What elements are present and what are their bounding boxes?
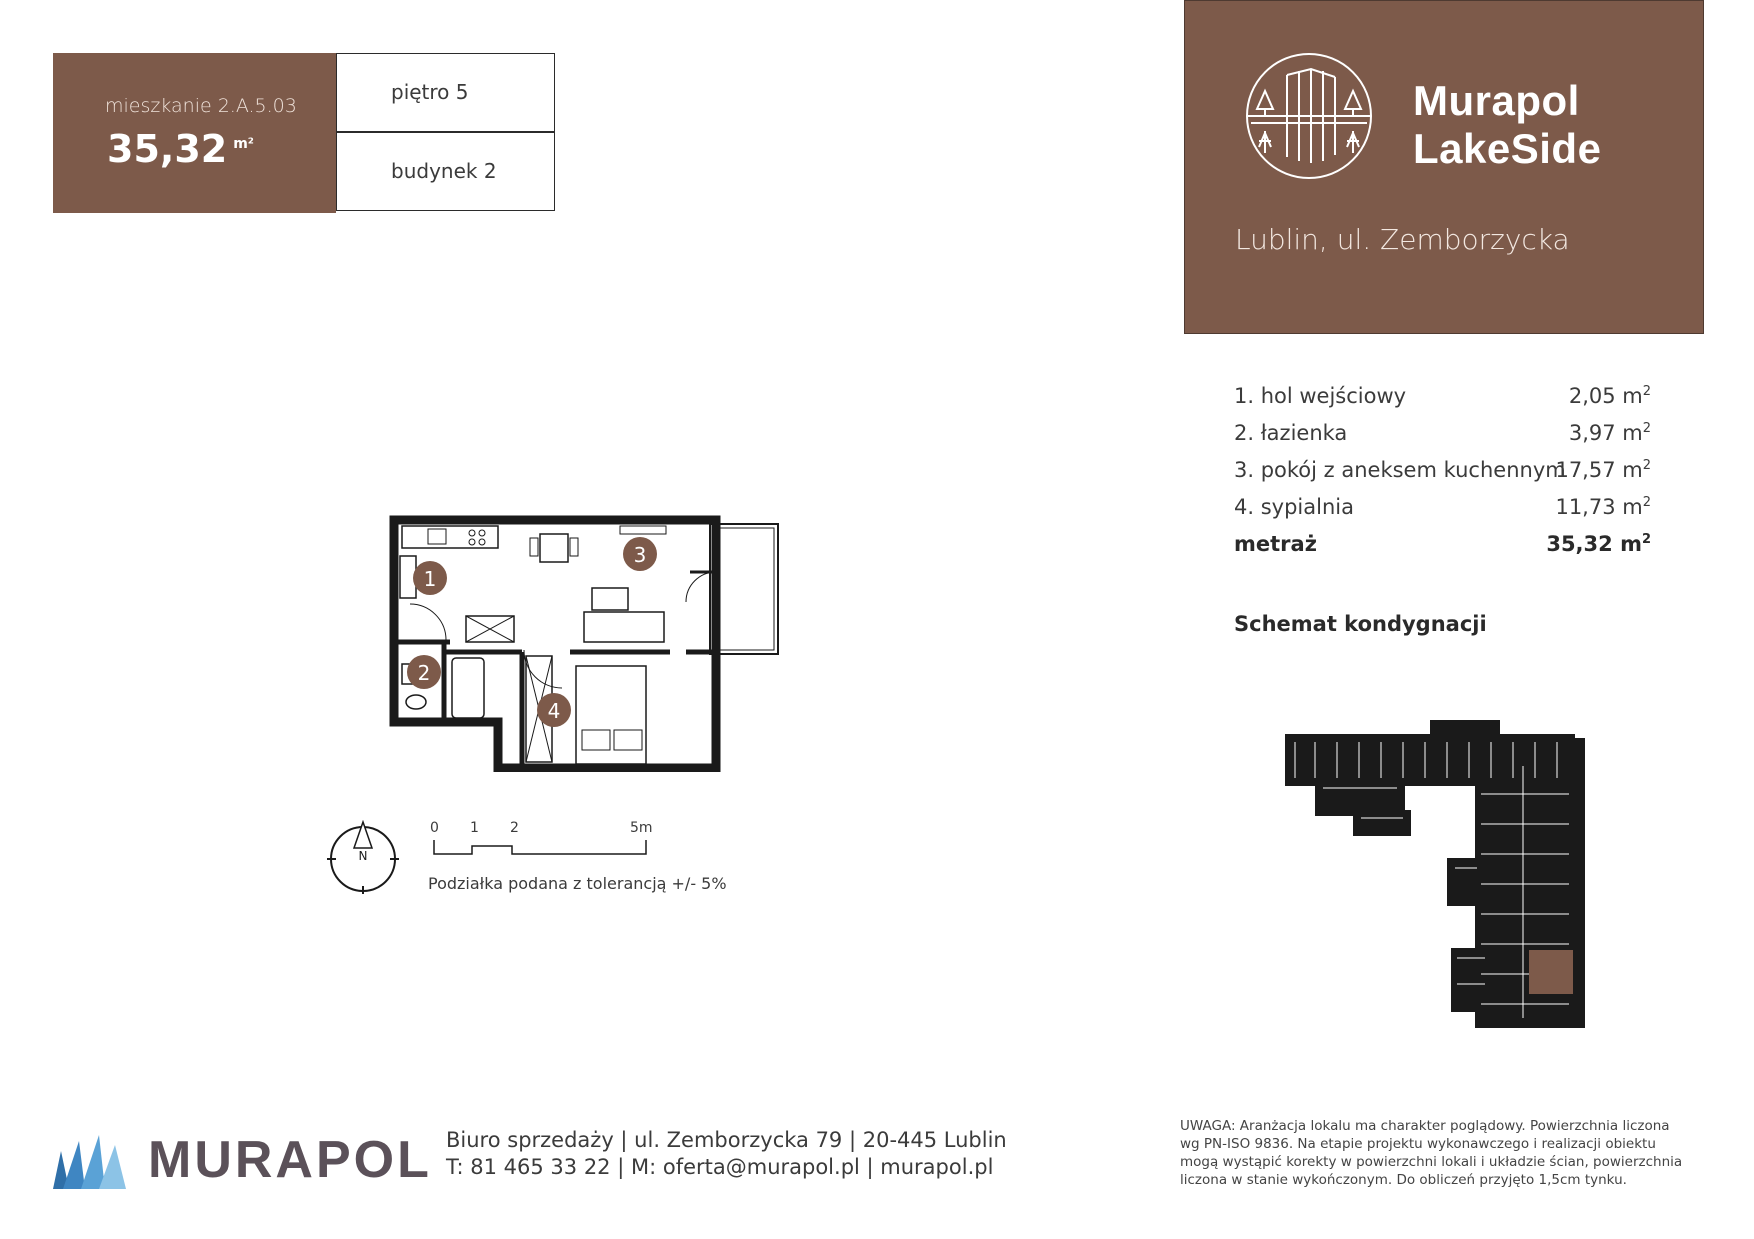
apartment-label: mieszkanie 2.A.5.03 (105, 95, 297, 117)
room-name: 3. pokój z aneksem kuchennym (1234, 458, 1566, 482)
svg-text:3: 3 (633, 543, 647, 567)
room-row (1234, 495, 1651, 527)
svg-text:5m: 5m (630, 820, 653, 836)
building-label: budynek 2 (391, 159, 497, 183)
room-marker-3 (623, 537, 657, 571)
svg-text:4: 4 (547, 699, 561, 723)
svg-text:2: 2 (510, 820, 519, 836)
contact-line-1: Biuro sprzedaży | ul. Zemborzycka 79 | 20-445 Lublin (446, 1128, 1007, 1152)
room-area: 2,05 $m^2$ (1568, 384, 1651, 408)
floor-cell (336, 53, 555, 132)
total-row (1234, 532, 1651, 564)
room-marker-4 (537, 693, 571, 727)
room-row (1234, 458, 1651, 490)
apartment-highlight (1529, 950, 1573, 994)
brand-name-line1: Murapol (1413, 77, 1580, 124)
floor-plan (380, 512, 800, 772)
total-label: metraż (1234, 532, 1317, 556)
scale-note: Podziałka podana z tolerancją +/- 5% (428, 874, 727, 893)
brand-name-line2: LakeSide (1413, 125, 1602, 172)
disclaimer-line: wg PN-ISO 9836. Na etapie projektu wykonawczego i realizacji obiektu (1180, 1136, 1656, 1152)
room-name: 4. sypialnia (1234, 495, 1354, 519)
building-cell (336, 132, 555, 211)
brand-panel (1184, 0, 1704, 334)
room-name: 2. łazienka (1234, 421, 1348, 445)
apartment-area-unit: m² (233, 136, 254, 153)
murapol-wordmark: MURAPOL (148, 1131, 432, 1189)
disclaimer-line: liczona w stanie wykończonym. Do obliczeń przyjęto 1,5cm tynku. (1180, 1172, 1627, 1188)
room-area: 3,97 $m^2$ (1568, 421, 1651, 445)
murapol-logo-icon (53, 1135, 126, 1189)
forest-house-emblem-icon (1243, 51, 1375, 181)
floor-label: piętro 5 (391, 80, 469, 104)
building-floor-scheme (1285, 718, 1595, 1034)
total-area: 35,32 $m^2$ (1546, 532, 1651, 556)
disclaimer-line: mogą wystąpić korekty w powierzchni lokali i układzie ścian, powierzchnia (1180, 1154, 1683, 1170)
scheme-title: Schemat kondygnacji (1234, 612, 1487, 636)
room-row (1234, 421, 1651, 453)
room-name: 1. hol wejściowy (1234, 384, 1407, 408)
room-area: 11,73 $m^2$ (1555, 495, 1651, 519)
contact-line-2: T: 81 465 33 22 | M: oferta@murapol.pl | murapol.pl (446, 1155, 994, 1179)
svg-text:N: N (358, 849, 368, 863)
disclaimer-line: UWAGA: Aranżacja lokalu ma charakter poglądowy. Powierzchnia liczona (1180, 1118, 1670, 1134)
svg-text:2: 2 (417, 661, 431, 685)
room-row (1234, 384, 1651, 416)
apartment-header (53, 53, 336, 213)
svg-text:1: 1 (470, 820, 479, 836)
room-marker-2 (407, 655, 441, 689)
apartment-area (107, 127, 254, 171)
svg-text:0: 0 (430, 820, 439, 836)
brand-location: Lublin, ul. Zemborzycka (1235, 223, 1570, 256)
apartment-area-value: 35,32 (107, 127, 228, 171)
svg-text:1: 1 (423, 567, 437, 591)
room-area: 17,57 $m^2$ (1555, 458, 1651, 482)
room-marker-1 (413, 561, 447, 595)
scale-bar (424, 818, 654, 858)
north-compass-icon (326, 820, 400, 894)
